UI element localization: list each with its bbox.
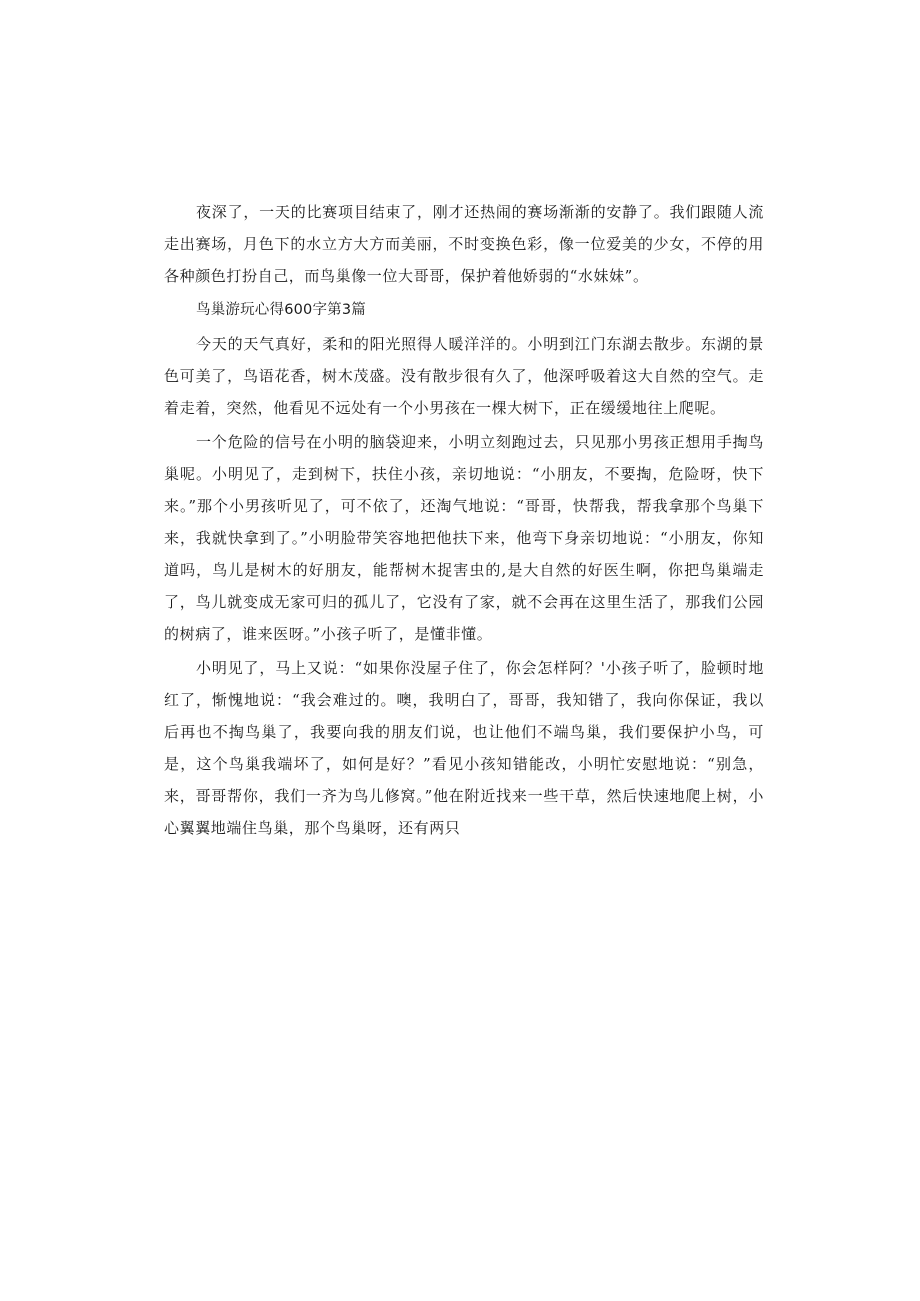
paragraph-night-scene: 夜深了，一天的比赛项目结束了，刚才还热闹的赛场渐渐的安静了。我们跟随人流走出赛场，月色下的水立方大方而美丽，不时变换色彩，像一位爱美的少女，不停的用各种颜色打扮自己，而鸟巢像一位大哥哥，保护着他娇弱的“水妹妹”。	[164, 203, 764, 285]
section-heading: 鸟巢游玩心得600字第3篇	[196, 302, 367, 318]
document-body	[164, 196, 764, 846]
paragraph-weather: 今天的天气真好，柔和的阳光照得人暖洋洋的。小明到江门东湖去散步。东湖的景色可美了，鸟语花香，树木茂盛。没有散步很有久了，他深呼吸着这大自然的空气。走着走着，突然，他看见不远处有一个小男孩在一棵大树下，正在缓缓地往上爬呢。	[164, 335, 764, 417]
paragraph-lesson: 小明见了，马上又说：“如果你没屋子住了，你会怎样阿？'小孩子听了，脸顿时地红了，惭愧地说：“我会难过的。噢，我明白了，哥哥，我知错了，我向你保证，我以后再也不掏鸟巢了，我要向我的朋友们说，也让他们不端鸟巢，我们要保护小鸟，可是，这个鸟巢我端坏了，如何是好？”看见小孩知错能改，小明忙安慰地说：“别急，来，哥哥帮你，我们一齐为鸟儿修窝。”他在附近找来一些干草，然后快速地爬上树，小心翼翼地端住鸟巢，那个鸟巢呀，还有两只	[164, 659, 764, 837]
paragraph-danger: 一个危险的信号在小明的脑袋迎来，小明立刻跑过去，只见那小男孩正想用手掏鸟巢呢。小明见了，走到树下，扶住小孩，亲切地说：“小朋友，不要掏，危险呀，快下来。”那个小男孩听见了，可不依了，还淘气地说：“哥哥，快帮我，帮我拿那个鸟巢下来，我就快拿到了。”小明脸带笑容地把他扶下来，他弯下身亲切地说：“小朋友，你知道吗，鸟儿是树木的好朋友，能帮树木捉害虫的,是大自然的好医生啊，你把鸟巢端走了，鸟儿就变成无家可归的孤儿了，它没有了家，就不会再在这里生活了，那我们公园的树病了，谁来医呀。”小孩子听了，是懂非懂。	[164, 433, 764, 643]
